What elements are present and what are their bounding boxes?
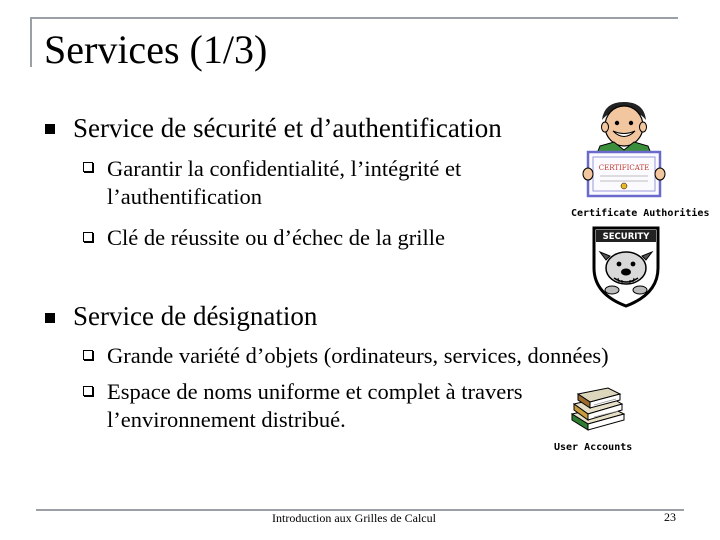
sub-bullet-1-2-text: Clé de réussite ou d’échec de la grille <box>107 225 445 250</box>
user-accounts-clipart <box>568 384 628 434</box>
slide-title: Services (1/3) <box>44 27 268 72</box>
page-number: 23 <box>664 510 676 524</box>
certificate-person-clipart <box>578 98 670 206</box>
security-label: SECURITY <box>602 232 650 242</box>
title-frame-left <box>30 17 32 67</box>
bullet-square-2 <box>45 313 55 323</box>
title-frame-top <box>30 17 678 19</box>
user-accounts-caption: User Accounts <box>554 442 633 453</box>
sub-bullet-1-1-text: Garantir la confidentialité, l’intégrité et l’authentification <box>107 156 462 209</box>
security-badge-clipart <box>588 224 664 308</box>
sub-bullet-2-2-marker <box>83 386 93 396</box>
bullet-2-text: Service de désignation <box>73 301 318 331</box>
certificate-authorities-caption: Certificate Authorities <box>571 208 710 219</box>
bullet-square-1 <box>45 124 55 134</box>
sub-bullet-1-1-marker <box>83 162 93 172</box>
sub-bullet-2-2-text: Espace de noms uniforme et complet à travers l’environnement distribué. <box>107 379 523 432</box>
footer-title: Introduction aux Grilles de Calcul <box>272 511 436 525</box>
sub-bullet-1-2-marker <box>83 232 93 242</box>
sub-bullet-2-1-marker <box>83 350 93 360</box>
bullet-1-text: Service de sécurité et d’authentification <box>73 113 502 143</box>
sub-bullet-2-1-text: Grande variété d’objets (ordinateurs, services, données) <box>107 343 609 368</box>
certificate-heading: CERTIFICATE <box>598 164 650 172</box>
